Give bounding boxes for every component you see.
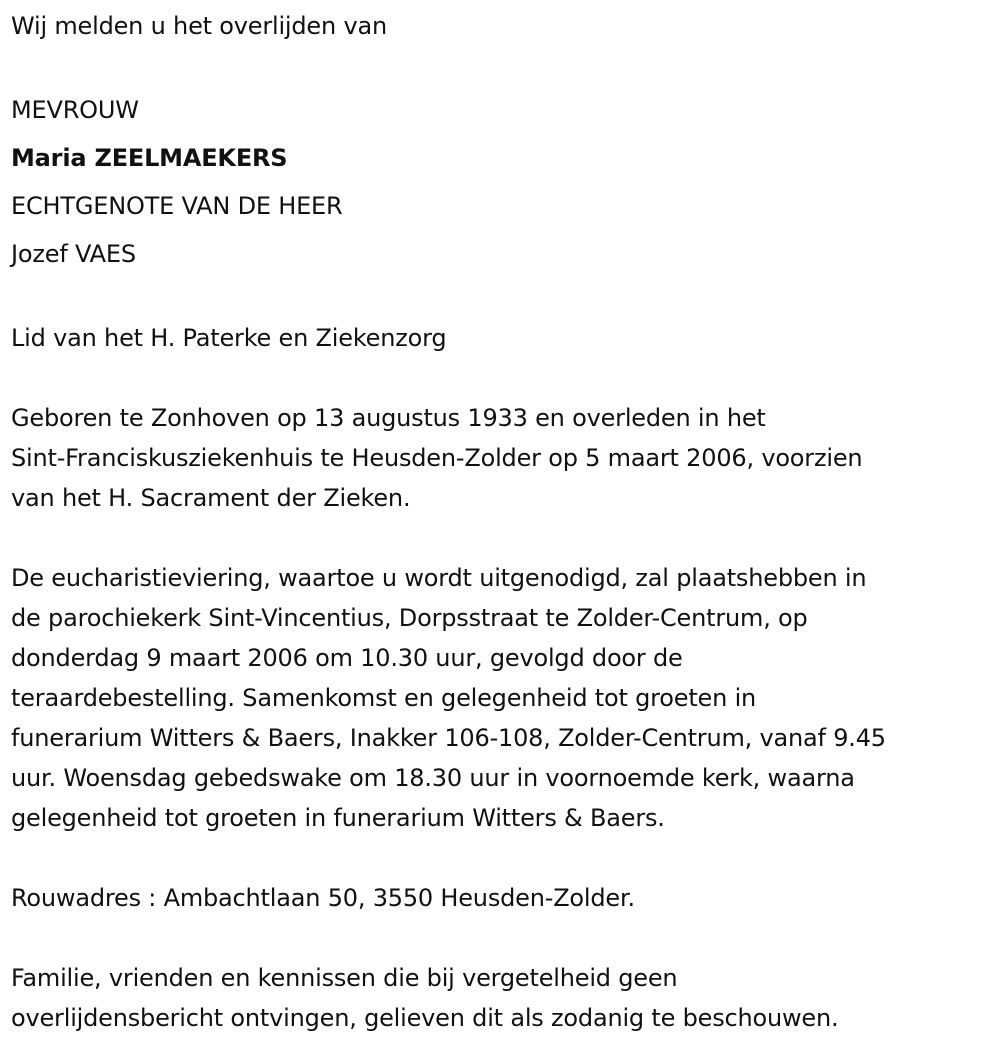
deceased-name: Maria ZEELMAEKERS	[11, 144, 288, 172]
spacer	[11, 46, 996, 86]
paragraph-line: uur. Woensdag gebedswake om 18.30 uur in voornoemde kerk, waarna	[11, 764, 855, 792]
spacer	[11, 918, 996, 958]
ceremony-paragraph	[11, 558, 996, 838]
birth-death-paragraph	[11, 398, 996, 518]
mourning-address: Rouwadres : Ambachtlaan 50, 3550 Heusden-Zolder.	[11, 884, 635, 912]
intro-text: Wij melden u het overlijden van	[11, 12, 387, 40]
spacer	[11, 278, 996, 318]
spacer	[11, 358, 996, 398]
paragraph-line: Sint-Franciskusziekenhuis te Heusden-Zolder op 5 maart 2006, voorzien	[11, 444, 863, 472]
paragraph-line: De eucharistieviering, waartoe u wordt uitgenodigd, zal plaatshebben in	[11, 564, 867, 592]
paragraph-line: Geboren te Zonhoven op 13 augustus 1933 en overleden in het	[11, 404, 766, 432]
paragraph-line: donderdag 9 maart 2006 om 10.30 uur, gevolgd door de	[11, 644, 683, 672]
paragraph-line: teraardebestelling. Samenkomst en gelegenheid tot groeten in	[11, 684, 757, 712]
spacer	[11, 838, 996, 878]
paragraph-line: Familie, vrienden en kennissen die bij vergetelheid geen	[11, 964, 678, 992]
membership-text: Lid van het H. Paterke en Ziekenzorg	[11, 324, 447, 352]
title-prefix: MEVROUW	[11, 96, 139, 124]
spouse-name: Jozef VAES	[11, 240, 136, 268]
paragraph-line: van het H. Sacrament der Zieken.	[11, 484, 411, 512]
closing-paragraph	[11, 958, 996, 1038]
paragraph-line: gelegenheid tot groeten in funerarium Witters & Baers.	[11, 804, 665, 832]
spacer	[11, 518, 996, 558]
spouse-prefix: ECHTGENOTE VAN DE HEER	[11, 192, 343, 220]
obituary-notice	[11, 6, 996, 1038]
paragraph-line: funerarium Witters & Baers, Inakker 106-108, Zolder-Centrum, vanaf 9.45	[11, 724, 886, 752]
paragraph-line: de parochiekerk Sint-Vincentius, Dorpsstraat te Zolder-Centrum, op	[11, 604, 808, 632]
paragraph-line: overlijdensbericht ontvingen, gelieven dit als zodanig te beschouwen.	[11, 1004, 839, 1032]
